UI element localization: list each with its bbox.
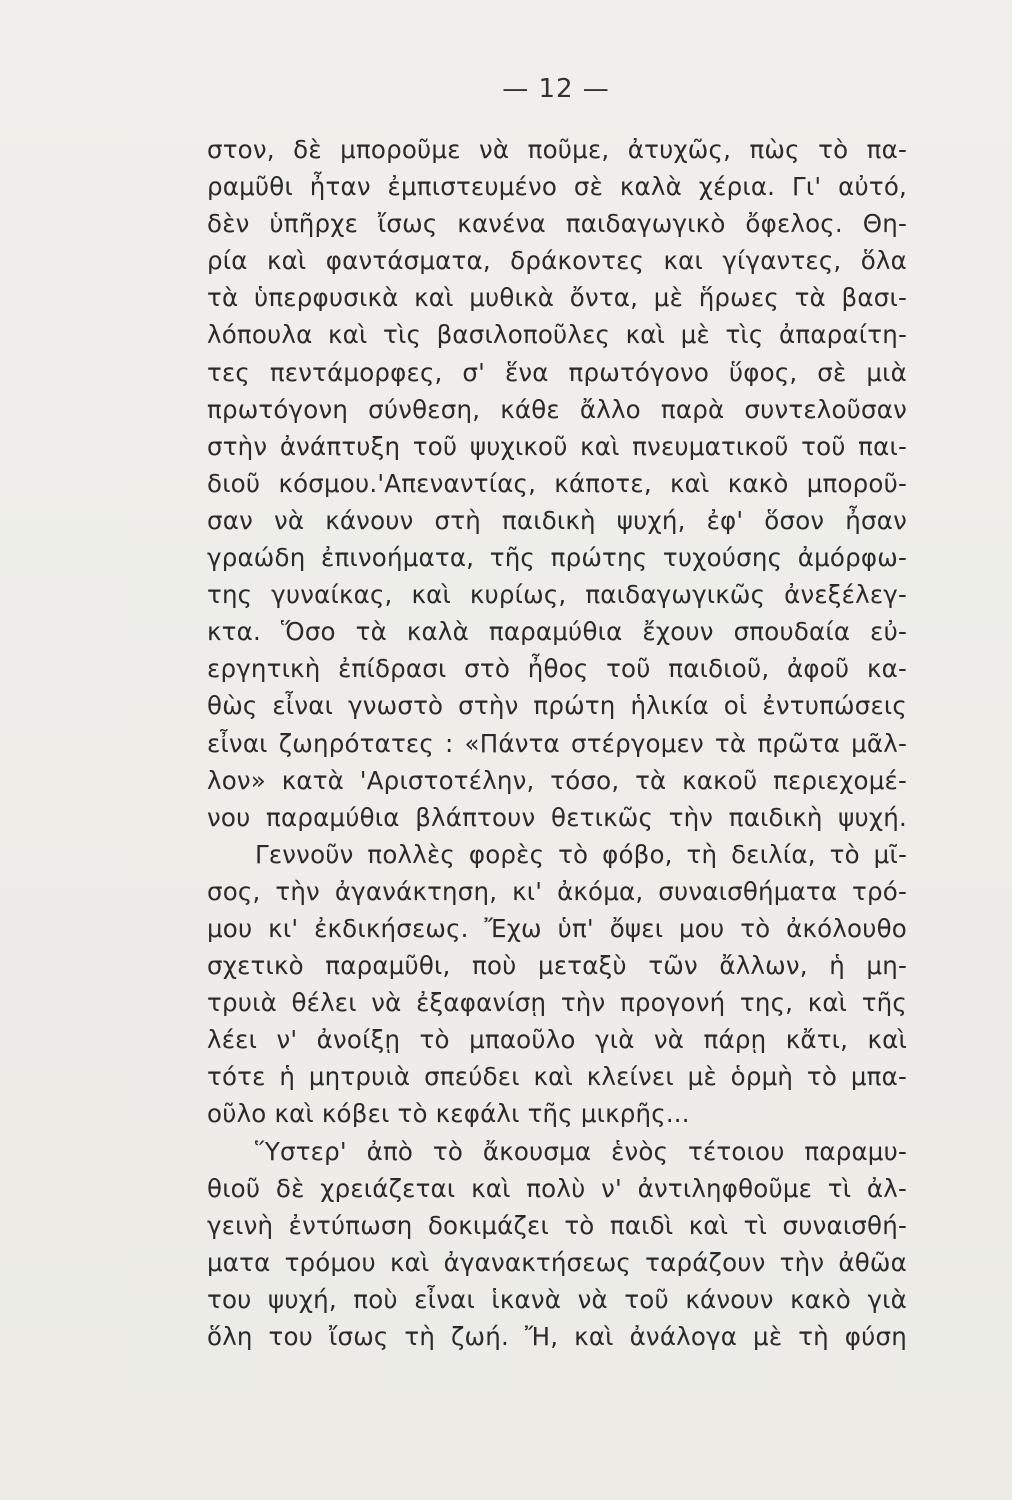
text-line: τρυιὰ θέλει νὰ ἐξαφανίσῃ τὴν προγονή της, καὶ τῆς xyxy=(207,988,907,1018)
text-line: του ψυχή, ποὺ εἶναι ἱκανὰ νὰ τοῦ κάνουν κακὸ γιὰ xyxy=(207,1284,907,1314)
text-line: οῦλο καὶ κόβει τὸ κεφάλι τῆς μικρῆς... xyxy=(207,1099,690,1129)
text-line: σχετικὸ παραμῦθι, ποὺ μεταξὺ τῶν ἄλλων, ἡ μη- xyxy=(207,951,907,981)
text-line: ματα τρόμου καὶ ἀγανακτήσεως ταράζουν τὴν ἀθῶα xyxy=(207,1247,907,1277)
text-line: σαν νὰ κάνουν στὴ παιδικὴ ψυχή, ἐφ' ὅσον ἦσαν xyxy=(207,505,907,535)
text-line: δὲν ὑπῆρχε ἴσως κανένα παιδαγωγικὸ ὄφελος. Θη- xyxy=(207,209,907,239)
text-line: κτα. Ὅσο τὰ καλὰ παραμύθια ἔχουν σπουδαία εὐ- xyxy=(207,617,907,647)
body-text xyxy=(207,131,907,1355)
text-line: πρωτόγονη σύνθεση, κάθε ἄλλο παρὰ συντελοῦσαν xyxy=(207,394,907,424)
page-number: — 12 — xyxy=(502,74,610,104)
text-line: σος, τὴν ἀγανάκτηση, κι' ἀκόμα, συναισθήματα τρό- xyxy=(207,876,907,906)
text-line: γραώδη ἐπινοήματα, τῆς πρώτης τυχούσης ἀμόρφω- xyxy=(207,543,907,573)
text-line: εἶναι ζωηρότατες : «Πάντα στέργομεν τὰ πρῶτα μᾶλ- xyxy=(207,728,907,758)
text-line: λέει ν' ἀνοίξῃ τὸ μπαοῦλο γιὰ νὰ πάρῃ κἄτι, καὶ xyxy=(207,1025,907,1055)
text-line: τὰ ὑπερφυσικὰ καὶ μυθικὰ ὄντα, μὲ ἥρωες τὰ βασι- xyxy=(207,283,907,313)
text-line: γεινὴ ἐντύπωση δοκιμάζει τὸ παιδὶ καὶ τὶ συναισθή- xyxy=(207,1210,907,1240)
text-line: τες πεντάμορφες, σ' ἕνα πρωτόγονο ὕφος, σὲ μιὰ xyxy=(207,357,907,387)
text-line: ὅλη του ἴσως τὴ ζωή. Ἤ, καὶ ἀνάλογα μὲ τὴ φύση xyxy=(207,1322,907,1351)
text-line: ρία καὶ φαντάσματα, δράκοντες και γίγαντες, ὅλα xyxy=(207,246,907,276)
text-line: νου παραμύθια βλάπτουν θετικῶς τὴν παιδικὴ ψυχή. xyxy=(207,802,907,832)
text-line: θὼς εἶναι γνωστὸ στὴν πρώτη ἡλικία οἱ ἐντυπώσεις xyxy=(207,691,907,721)
text-line: εργητικὴ ἐπίδρασι στὸ ἦθος τοῦ παιδιοῦ, ἀφοῦ κα- xyxy=(207,654,907,684)
text-line: της γυναίκας, καὶ κυρίως, παιδαγωγικῶς ἀνεξέλεγ- xyxy=(207,580,907,610)
text-line: μου κι' ἐκδικήσεως. Ἔχω ὑπ' ὄψει μου τὸ ἀκόλουθο xyxy=(207,913,907,943)
text-line: λον» κατὰ 'Αριστοτέλην, τόσο, τὰ κακοῦ περιεχομέ- xyxy=(207,765,907,795)
text-line: ραμῦθι ἦταν ἐμπιστευμένο σὲ καλὰ χέρια. Γι' αὐτό, xyxy=(207,172,907,202)
text-line: διοῦ κόσμου.'Απεναντίας, κάποτε, καὶ κακὸ μποροῦ- xyxy=(207,468,907,498)
text-line: Γεννοῦν πολλὲς φορὲς τὸ φόβο, τὴ δειλία, τὸ μῖ- xyxy=(255,839,907,869)
text-line: τότε ἡ μητρυιὰ σπεύδει καὶ κλείνει μὲ ὁρμὴ τὸ μπα- xyxy=(207,1062,907,1092)
text-line: στὴν ἀνάπτυξη τοῦ ψυχικοῦ καὶ πνευματικοῦ τοῦ παι- xyxy=(207,431,907,461)
text-line: στον, δὲ μποροῦμε νὰ ποῦμε, ἀτυχῶς, πὼς τὸ πα- xyxy=(207,135,907,164)
text-line: Ὕστερ' ἀπὸ τὸ ἄκουσμα ἑνὸς τέτοιου παραμυ- xyxy=(255,1136,907,1166)
text-line: θιοῦ δὲ χρειάζεται καὶ πολὺ ν' ἀντιληφθοῦμε τὶ ἀλ- xyxy=(207,1173,907,1203)
text-line: λόπουλα καὶ τὶς βασιλοποῦλες καὶ μὲ τὶς ἀπαραίτη- xyxy=(207,320,907,350)
